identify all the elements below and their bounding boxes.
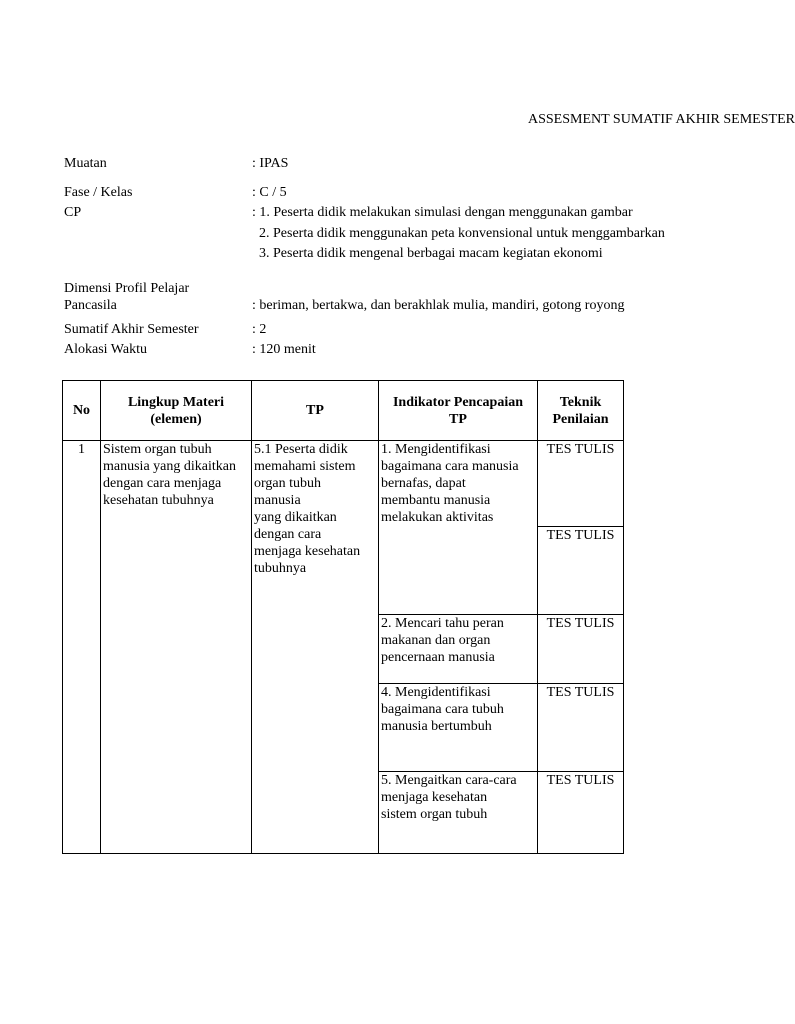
teknik-cell-5: TES TULIS <box>538 772 624 854</box>
table-row <box>63 441 624 527</box>
document-title: ASSESMENT SUMATIF AKHIR SEMESTER <box>528 112 795 127</box>
teknik-cell-4: TES TULIS <box>538 684 624 772</box>
tp-cell: 5.1 Peserta didik memahami sistem organ tubuh manusia yang dikaitkan dengan cara menjaga kesehatan tubuhnya <box>252 441 379 854</box>
indikator-cell-4: 5. Mengaitkan cara-cara menjaga kesehatan sistem organ tubuh <box>379 772 538 854</box>
sumatif-value: : 2 <box>252 322 267 337</box>
header-lingkup-materi: Lingkup Materi (elemen) <box>101 381 252 441</box>
alokasi-value: : 120 menit <box>252 342 316 357</box>
muatan-value: : IPAS <box>252 156 289 171</box>
alokasi-label: Alokasi Waktu <box>64 342 147 357</box>
fase-value: : C / 5 <box>252 185 287 200</box>
header-no: No <box>63 381 101 441</box>
header-teknik-penilaian: Teknik Penilaian <box>538 381 624 441</box>
sumatif-label: Sumatif Akhir Semester <box>64 322 199 337</box>
cp-line-1: : 1. Peserta didik melakukan simulasi dengan menggunakan gambar <box>252 205 633 220</box>
table-header-row <box>63 381 624 441</box>
indikator-cell-1: 1. Mengidentifikasi bagaimana cara manusia bernafas, dapat membantu manusia melakukan aktivitas <box>379 441 538 615</box>
indikator-cell-2: 2. Mencari tahu peran makanan dan organ pencernaan manusia <box>379 615 538 684</box>
muatan-label: Muatan <box>64 156 107 171</box>
dimensi-label-2: Pancasila <box>64 298 117 313</box>
dimensi-label-1: Dimensi Profil Pelajar <box>64 281 190 296</box>
teknik-cell-2: TES TULIS <box>538 527 624 615</box>
cp-line-3: 3. Peserta didik mengenal berbagai macam kegiatan ekonomi <box>259 246 603 261</box>
teknik-cell-3: TES TULIS <box>538 615 624 684</box>
lingkup-materi-cell: Sistem organ tubuh manusia yang dikaitkan dengan cara menjaga kesehatan tubuhnya <box>101 441 252 854</box>
cp-line-2: 2. Peserta didik menggunakan peta konvensional untuk menggambarkan <box>259 226 665 241</box>
header-indikator: Indikator Pencapaian TP <box>379 381 538 441</box>
row-number: 1 <box>63 441 101 854</box>
indikator-cell-3: 4. Mengidentifikasi bagaimana cara tubuh manusia bertumbuh <box>379 684 538 772</box>
teknik-cell-1: TES TULIS <box>538 441 624 527</box>
cp-label: CP <box>64 205 82 220</box>
header-tp: TP <box>252 381 379 441</box>
fase-label: Fase / Kelas <box>64 185 133 200</box>
dimensi-value: : beriman, bertakwa, dan berakhlak mulia, mandiri, gotong royong <box>252 298 625 313</box>
assessment-table <box>62 380 624 854</box>
